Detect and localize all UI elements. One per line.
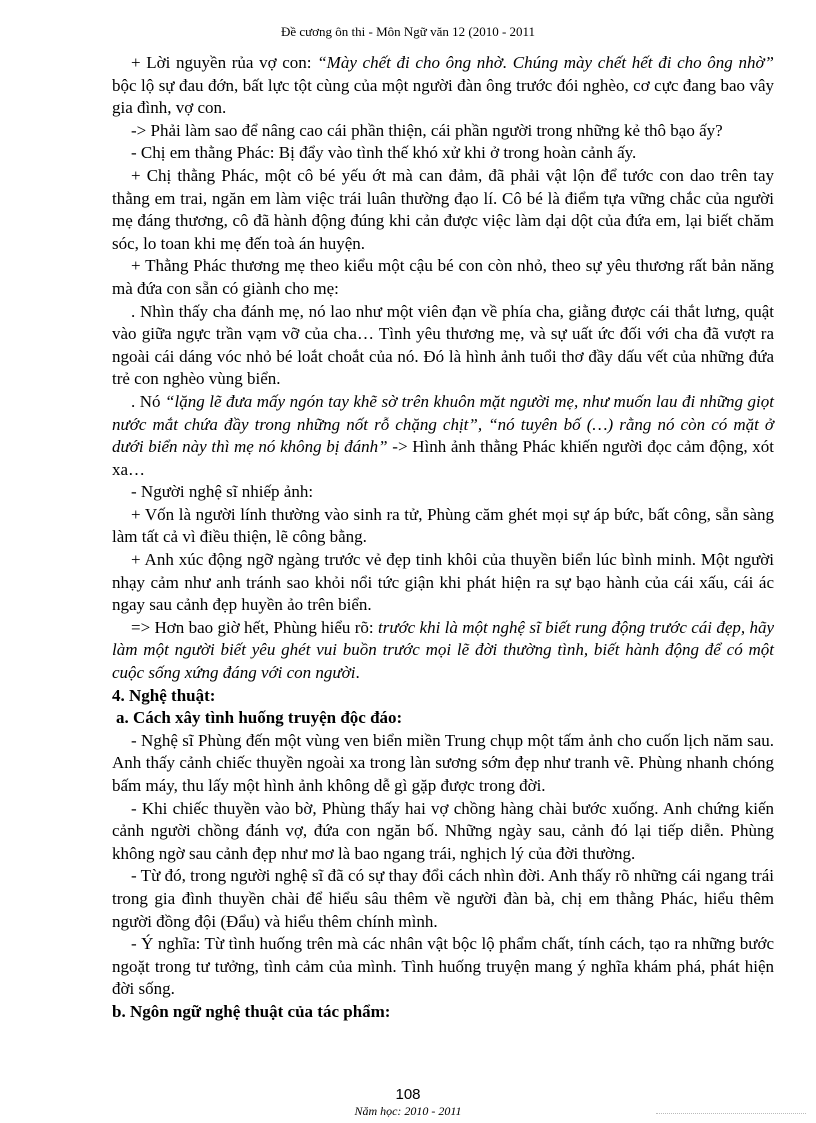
text-run: - Người nghệ sĩ nhiếp ảnh: xyxy=(131,482,314,502)
text-run: -> Hình ảnh thằng Phác khiến người đọc cảm động, xót xa… xyxy=(112,437,775,479)
text-run: - Ý nghĩa: Từ tình huống trên mà các nhân vật bộc lộ phẩm chất, tính cách, tạo ra những bước ngoặt trong tư tưởng, tình cảm của mình. Tình huống truyện mang ý nghĩa khám phá, phát hiện đời sống. xyxy=(112,934,774,999)
paragraph xyxy=(112,481,774,504)
paragraph xyxy=(112,504,774,549)
paragraph xyxy=(112,730,774,798)
text-run: + Thằng Phác thương mẹ theo kiểu một cậu bé con còn nhỏ, theo sự yêu thương rất bản năng mà đứa con sẵn có giành cho mẹ: xyxy=(112,256,774,298)
text-run: + Vốn là người lính thường vào sinh ra tử, Phùng căm ghét mọi sự áp bức, bất công, sẵn sàng làm tất cả vì điều thiện, lẽ công bằng. xyxy=(112,504,774,547)
italic-quote-run: “lặng lẽ đưa mấy ngón tay khẽ sờ trên khuôn mặt người mẹ, như muốn lau đi những giọt nước mắt chứa đầy trong những nốt rỗ chặng chịt”, “nó tuyên bố (…) rằng nó còn có mặt ở dưới biển này thì mẹ nó không bị đánh” xyxy=(112,391,775,457)
text-run: + Anh xúc động ngỡ ngàng trước vẻ đẹp tinh khôi của thuyền biển lúc bình minh. Một người nhạy cảm như anh tránh sao khỏi nổi tức giận khi phát hiện ra sự bạo hành của cái xấu, cái ác ngay sau cảnh đẹp huyền ảo trên biển. xyxy=(112,550,774,615)
text-run: - Từ đó, trong người nghệ sĩ đã có sự thay đổi cách nhìn đời. Anh thấy rõ những cái ngang trái trong gia đình thuyền chài để hiểu sâu thêm về người đàn bà, chị em thằng Phác, hiểu thêm người đồng đội (Đẩu) và hiểu thêm chính mình. xyxy=(112,866,774,931)
italic-quote-run: “Mày chết đi cho ông nhờ. Chúng mày chết hết đi cho ông nhờ” xyxy=(317,53,774,72)
document-body xyxy=(112,52,774,1024)
section-heading-art: 4. Nghệ thuật: xyxy=(112,685,216,705)
subsection-heading-situation: a. Cách xây tình huống truyện độc đáo: xyxy=(116,708,403,728)
text-run: . Nhìn thấy cha đánh mẹ, nó lao như một viên đạn về phía cha, giằng được cái thắt lưng, quật vào giữa ngực trần vạm vỡ của cha… Tình yêu thương mẹ, và sự uất ức đối với cha đã vượt ra ngoài cái dáng vóc nhỏ bé loắt choắt của nó. Đó là hình ảnh tuổi thơ đầy dấu vết của những đứa trẻ con nghèo vùng biển. xyxy=(112,301,774,389)
paragraph xyxy=(112,617,774,685)
footer-school-year: Năm học: 2010 - 2011 xyxy=(354,1104,462,1118)
italic-quote-run: trước khi là một nghệ sĩ biết rung động trước cái đẹp, hãy làm một người biết yêu ghét vui buồn trước mọi lẽ đời thường tình, biết hành động để có một cuộc sống xứng đáng với con người xyxy=(112,617,775,683)
text-run: bộc lộ sự đau đớn, bất lực tột cùng của một người đàn ông trước đói nghèo, cơ cực đang bao vây gia đình, vợ con. xyxy=(112,75,774,118)
text-run: . Nó xyxy=(131,391,166,411)
paragraph xyxy=(112,798,774,866)
page-number: 108 xyxy=(395,1086,421,1103)
paragraph xyxy=(112,255,774,300)
text-run: - Khi chiếc thuyền vào bờ, Phùng thấy hai vợ chồng hàng chài bước xuống. Anh chứng kiến cảnh người chồng đánh vợ, đứa con ngăn bố. Những ngày sau, cảnh đó lại tiếp diễn. Phùng không ngờ sau cảnh đẹp như mơ là bao ngang trái, nghịch lý của đời thường. xyxy=(112,798,774,863)
text-run: => Hơn bao giờ hết, Phùng hiểu rõ: xyxy=(131,617,378,637)
text-run: + Chị thằng Phác, một cô bé yếu ớt mà can đảm, đã phải vật lộn để tước con dao trên tay thằng em trai, ngăn em làm việc trái luân thường đạo lí. Cô bé là điểm tựa vững chắc của người mẹ đáng thương, cô đã hành động đúng khi cản được việc làm dại dột của đứa em, lại biết chăm sóc, lo toan khi mẹ đến toà án huyện. xyxy=(112,165,774,253)
page-header: Đề cương ôn thi - Môn Ngữ văn 12 (2010 - 2011 xyxy=(280,24,536,39)
paragraph xyxy=(112,391,774,481)
paragraph xyxy=(112,120,774,143)
subsection-heading-language: b. Ngôn ngữ nghệ thuật của tác phẩm: xyxy=(112,1001,391,1021)
paragraph xyxy=(112,52,774,120)
text-run: - Nghệ sĩ Phùng đến một vùng ven biển miền Trung chụp một tấm ảnh cho cuốn lịch năm sau. Anh thấy cảnh chiếc thuyền ngoài xa trong làn sương sớm đẹp như tranh vẽ. Phùng nhanh chóng bấm máy, thu lấy một hình ảnh không dễ gì gặp được trong đời. xyxy=(112,730,774,795)
text-run: + Lời nguyền rủa vợ con: xyxy=(131,53,318,72)
page-edge-divider xyxy=(656,1113,806,1114)
text-run: -> Phải làm sao để nâng cao cái phần thiện, cái phần người trong những kẻ thô bạo ấy? xyxy=(131,120,723,140)
paragraph xyxy=(112,142,774,165)
paragraph xyxy=(112,865,774,933)
text-run: - Chị em thằng Phác: Bị đẩy vào tình thế khó xử khi ở trong hoàn cảnh ấy. xyxy=(131,143,637,163)
paragraph xyxy=(112,549,774,617)
paragraph xyxy=(112,933,774,1001)
text-run: . xyxy=(355,663,360,683)
paragraph xyxy=(112,165,774,255)
paragraph xyxy=(112,301,774,391)
